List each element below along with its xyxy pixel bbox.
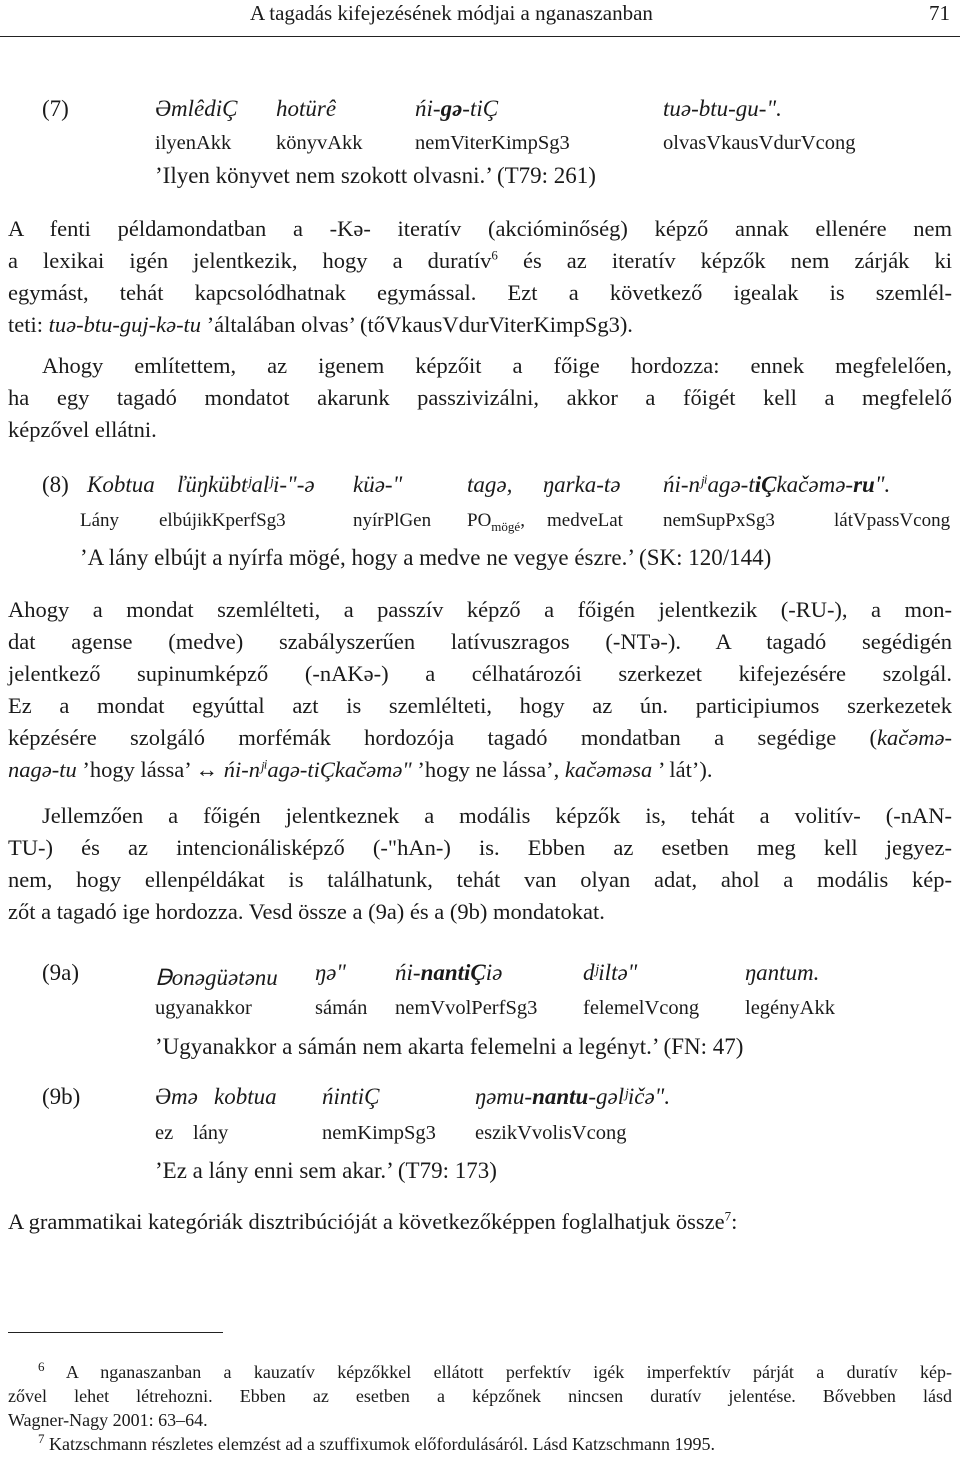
- example-word: ƏmlêdiÇ: [155, 96, 238, 121]
- gloss: nyírPlGen: [353, 510, 432, 531]
- example-word: dʲiltə": [583, 960, 638, 985]
- gloss: nemViterKimpSg3: [415, 132, 570, 154]
- text-line: TU-) és az intencionálisképző (-"hAn-) is. Ebben az esetben meg kell jegyez-: [8, 835, 952, 860]
- page-header: [0, 0, 960, 37]
- footnote-separator: [8, 1332, 223, 1333]
- example-word: ńi-nʲ$^i$agə-tiÇkačəmə-ru".: [663, 471, 891, 497]
- gloss: elbújikKperfSg3: [159, 510, 286, 531]
- text-line: A grammatikai kategóriák disztribúcióját a következőképpen foglalhatjuk össze$^7$:: [8, 1208, 738, 1234]
- text-line: nem, hogy ellenpéldákat is találhatunk, tehát van olyan adat, ahol a modális kép-: [8, 867, 952, 892]
- gloss: $PO_{mögé}$,: [467, 510, 525, 534]
- example-word: Əmə: [155, 1084, 198, 1109]
- text-line: képzővel ellátni.: [8, 417, 157, 442]
- example-word: hotürê: [276, 96, 337, 121]
- example-word: ńi-gə-tiÇ: [415, 96, 499, 121]
- paragraph: [8, 1206, 952, 1238]
- gloss: Lány: [80, 510, 120, 531]
- example-number: (8): [42, 472, 69, 497]
- text-line: egymást, tehát kapcsolódhatnak egymással. Ezt a következő igealak is szemlél-: [8, 280, 952, 305]
- example-word: tuə-btu-gu-".: [663, 96, 782, 121]
- text-line: Ez a mondat egyúttal azt is szemlélteti, hogy az ún. participiumos szerkezetek: [8, 693, 952, 718]
- example-word: ŋə": [315, 960, 346, 985]
- example-word: ŋarka-tə: [543, 472, 621, 497]
- page-number: 71: [929, 1, 950, 25]
- example-word: küə-": [353, 472, 403, 497]
- text-line: nagə-tu ’hogy lássa’ ↔ ńi-nʲ$^i$agə-tiÇkačəmə" ’hogy ne lássa’, kačəməsa ’ lát’).: [8, 756, 713, 782]
- gloss: sámán: [315, 997, 368, 1019]
- footnote-line: zővel lehet létrehozni. Ebben az esetben a képzőnek nincsen duratív jelentése. Bővebben lásd: [8, 1386, 952, 1406]
- footnote-6: $^6$ A nganaszanban a kauzatív képzőkkel ellátott perfektív igék imperfektív párját a duratív kép-: [38, 1359, 952, 1382]
- footnotes: [8, 1360, 952, 1456]
- text-line: képzésére szolgáló morfémák hordozója tagadó mondatban a segédige (kačəmə-: [8, 725, 952, 750]
- gloss: legényAkk: [745, 997, 835, 1019]
- gloss: ugyanakkor: [155, 997, 252, 1019]
- gloss: medveLat: [547, 510, 623, 531]
- paragraph: [8, 594, 952, 786]
- text-line: teti: tuə-btu-guj-kə-tu ’általában olvas’ (tőVkausVdurViterKimpSg3).: [8, 312, 633, 337]
- example-word: ľüŋkübtʲalʲi-"-ə: [177, 472, 315, 497]
- gloss: felemelVcong: [583, 997, 700, 1019]
- example-number: (9b): [42, 1084, 81, 1109]
- example-word: ŋantum.: [745, 960, 820, 985]
- translation: ’A lány elbújt a nyírfa mögé, hogy a medve ne vegye észre.’ (SK: 120/144): [80, 545, 772, 570]
- text-line: ha egy tagadó mondatot akarunk passzivizálni, akkor a főigét kell a megfelelő: [8, 385, 952, 410]
- gloss: nemVvolPerfSg3: [395, 997, 538, 1019]
- paragraph: [8, 350, 952, 446]
- example-word: ŋəmu-nantu-gəlʲičə".: [475, 1084, 671, 1109]
- example-number: (9a): [42, 960, 80, 985]
- gloss: olvasVkausVdurVcong: [663, 132, 856, 154]
- example-word: kobtua: [214, 1084, 277, 1109]
- example-number: (7): [42, 96, 69, 121]
- gloss: könyvAkk: [276, 132, 363, 154]
- footnote-line: Wagner-Nagy 2001: 63–64.: [8, 1410, 208, 1430]
- example-word: ńi-nantiÇiə: [395, 960, 503, 985]
- translation: ’Ugyanakkor a sámán nem akarta felemelni a legényt.’ (FN: 47): [155, 1034, 744, 1059]
- translation: ’Ilyen könyvet nem szokott olvasni.’ (T79: 261): [155, 163, 596, 188]
- gloss: ez: [155, 1122, 174, 1144]
- text-line: Ahogy a mondat szemlélteti, a passzív képző a főigén jelentkezik (-RU-), a mon-: [8, 597, 952, 622]
- running-title: A tagadás kifejezésének módjai a nganaszanban: [250, 1, 653, 25]
- example-word: Kobtua: [87, 472, 155, 497]
- example-word: ńintiÇ: [322, 1084, 380, 1109]
- paragraph: [8, 213, 952, 341]
- footnote-7: $^7$ Katzschmann részletes elemzést ad a szuffixumok előfordulásáról. Lásd Katzschmann 1995.: [38, 1431, 715, 1454]
- gloss: nemSupPxSg3: [663, 510, 775, 531]
- text-line: a lexikai igén jelentkezik, hogy a duratív$^6$ és az iteratív képzők nem zárják ki: [8, 247, 953, 273]
- text-line: dat agense (medve) szabályszerűen latívuszragos (-NTə-). A tagadó segédigén: [8, 629, 952, 654]
- text-line: A fenti példamondatban a -Kə- iteratív (akcióminőség) képző annak ellenére nem: [8, 216, 952, 241]
- example-word: Ꟈonəgüətənu: [155, 965, 278, 990]
- paragraph: [8, 800, 952, 928]
- gloss: eszikVvolisVcong: [475, 1122, 627, 1144]
- text-line: Ahogy említettem, az igenem képzőit a főige hordozza: ennek megfelelően,: [42, 353, 952, 378]
- gloss: nemKimpSg3: [322, 1122, 436, 1144]
- gloss: látVpassVcong: [834, 510, 951, 531]
- footnote-ref: 6: [491, 247, 498, 263]
- gloss: lány: [193, 1122, 229, 1144]
- gloss: ilyenAkk: [155, 132, 232, 154]
- example-word: tagə,: [467, 472, 513, 497]
- text-line: zőt a tagadó ige hordozza. Vesd össze a (9a) és a (9b) mondatokat.: [8, 899, 605, 924]
- footnote-ref: 7: [724, 1208, 732, 1224]
- text-line: jelentkező supinumképző (-nAKə-) a célhatározói szerkezet kifejezésére szolgál.: [8, 661, 952, 686]
- text-line: Jellemzően a főigén jelentkeznek a modális képzők is, tehát a volitív- (-nAN-: [42, 803, 952, 828]
- translation: ’Ez a lány enni sem akar.’ (T79: 173): [155, 1158, 497, 1183]
